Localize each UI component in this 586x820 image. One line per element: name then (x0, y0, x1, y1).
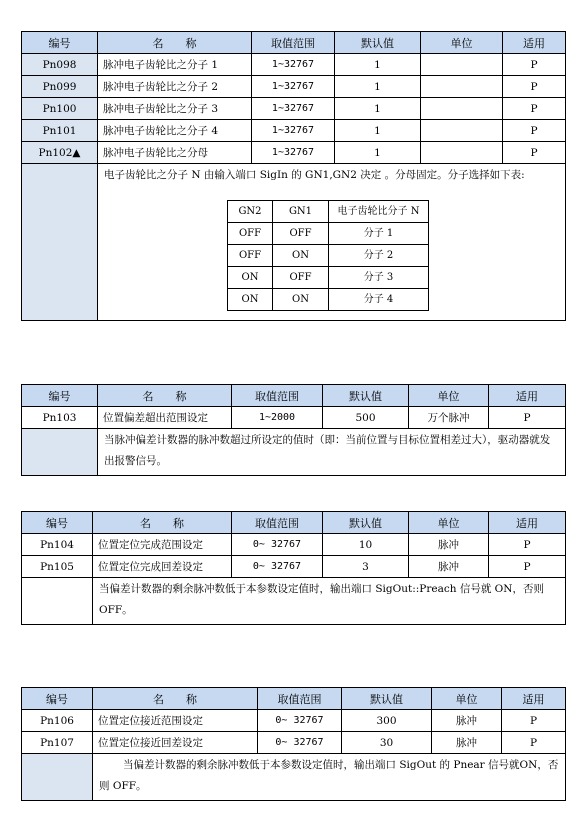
inner-cell: ON (228, 267, 273, 289)
description-text: 当脉冲偏差计数器的脉冲数超过所设定的值时（即：当前位置与目标位置相差过大），驱动器就发出报警信号。 (98, 429, 566, 476)
param-unit (421, 98, 503, 120)
header-default: 默认值 (342, 688, 432, 710)
header-range: 取值范围 (258, 688, 342, 710)
blank-cell (22, 164, 98, 321)
param-name: 位置定位完成回差设定 (93, 556, 232, 578)
table-row (22, 710, 566, 732)
inner-cell: 分子 1 (329, 223, 429, 245)
param-code: Pn100 (22, 98, 98, 120)
header-unit: 单位 (409, 512, 489, 534)
table-row (22, 76, 566, 98)
param-applies: P (503, 98, 566, 120)
param-table-pn098-pn102 (21, 31, 566, 321)
header-code: 编号 (22, 512, 93, 534)
table-header-row (22, 688, 566, 710)
param-unit: 脉冲 (409, 534, 489, 556)
table-header-row (22, 512, 566, 534)
inner-cell: ON (273, 245, 329, 267)
param-code: Pn106 (22, 710, 93, 732)
param-unit: 脉冲 (432, 732, 502, 754)
description-row (22, 578, 566, 625)
param-default: 1 (335, 54, 421, 76)
header-name: 名 称 (93, 512, 232, 534)
inner-row (228, 223, 429, 245)
param-default: 10 (323, 534, 409, 556)
table-row (22, 120, 566, 142)
param-code: Pn107 (22, 732, 93, 754)
description-row (22, 164, 566, 321)
table-row (22, 98, 566, 120)
param-unit (421, 76, 503, 98)
description-cell (98, 164, 566, 321)
param-code: Pn099 (22, 76, 98, 98)
header-code: 编号 (22, 688, 93, 710)
param-unit: 万个脉冲 (409, 407, 489, 429)
param-name: 位置定位接近回差设定 (93, 732, 258, 754)
param-code: Pn103 (22, 407, 98, 429)
inner-row (228, 267, 429, 289)
param-applies: P (489, 556, 566, 578)
header-applies: 适用 (502, 688, 566, 710)
param-name: 脉冲电子齿轮比之分子 1 (98, 54, 252, 76)
table-row (22, 556, 566, 578)
inner-cell: ON (273, 289, 329, 311)
header-name: 名 称 (98, 32, 252, 54)
param-default: 1 (335, 98, 421, 120)
blank-cell (22, 578, 93, 625)
param-default: 1 (335, 76, 421, 98)
inner-header-numerator: 电子齿轮比分子 N (329, 201, 429, 223)
header-range: 取值范围 (252, 32, 335, 54)
param-name: 位置定位接近范围设定 (93, 710, 258, 732)
header-applies: 适用 (489, 512, 566, 534)
param-range: 1~32767 (252, 54, 335, 76)
param-default: 1 (335, 120, 421, 142)
header-range: 取值范围 (232, 385, 323, 407)
inner-row (228, 289, 429, 311)
param-name: 脉冲电子齿轮比之分子 2 (98, 76, 252, 98)
param-default: 500 (323, 407, 409, 429)
param-name: 脉冲电子齿轮比之分母 (98, 142, 252, 164)
param-applies: P (503, 142, 566, 164)
param-default: 1 (335, 142, 421, 164)
param-code: Pn102▲ (22, 142, 98, 164)
header-name: 名 称 (93, 688, 258, 710)
blank-cell (22, 429, 98, 476)
header-name: 名 称 (98, 385, 232, 407)
inner-cell: OFF (228, 223, 273, 245)
blank-cell (22, 754, 93, 801)
inner-cell: ON (228, 289, 273, 311)
param-name: 脉冲电子齿轮比之分子 3 (98, 98, 252, 120)
description-text: 当偏差计数器的剩余脉冲数低于本参数设定值时，输出端口 SigOut::Preach 信号就 ON，否则 OFF。 (93, 578, 566, 625)
description-text: 电子齿轮比之分子 N 由输入端口 SigIn 的 GN1,GN2 决定 。分母固定。分子选择如下表: (104, 169, 525, 181)
inner-cell: OFF (273, 223, 329, 245)
inner-cell: OFF (228, 245, 273, 267)
param-code: Pn098 (22, 54, 98, 76)
param-range: 1~32767 (252, 98, 335, 120)
header-default: 默认值 (335, 32, 421, 54)
param-default: 30 (342, 732, 432, 754)
gear-selection-table (227, 200, 429, 311)
param-name: 位置偏差超出范围设定 (98, 407, 232, 429)
table-row (22, 142, 566, 164)
param-table-pn103 (21, 384, 566, 476)
header-applies: 适用 (489, 385, 566, 407)
param-unit (421, 142, 503, 164)
param-range: 0~ 32767 (258, 710, 342, 732)
param-applies: P (502, 732, 566, 754)
param-unit (421, 120, 503, 142)
param-applies: P (503, 54, 566, 76)
param-table-pn104-pn105 (21, 511, 566, 625)
header-default: 默认值 (323, 512, 409, 534)
inner-header-row (228, 201, 429, 223)
inner-header-gn2: GN2 (228, 201, 273, 223)
param-range: 1~32767 (252, 120, 335, 142)
inner-cell: 分子 2 (329, 245, 429, 267)
header-unit: 单位 (409, 385, 489, 407)
header-unit: 单位 (421, 32, 503, 54)
param-applies: P (503, 76, 566, 98)
table-header-row (22, 385, 566, 407)
inner-cell: OFF (273, 267, 329, 289)
param-applies: P (503, 120, 566, 142)
description-text: 当偏差计数器的剩余脉冲数低于本参数设定值时，输出端口 SigOut 的 Pnear 信号就ON，否则 OFF。 (93, 754, 566, 801)
param-range: 1~32767 (252, 76, 335, 98)
param-code: Pn105 (22, 556, 93, 578)
table-row (22, 732, 566, 754)
param-range: 1~2000 (232, 407, 323, 429)
table-row (22, 407, 566, 429)
table-header-row (22, 32, 566, 54)
param-unit: 脉冲 (409, 556, 489, 578)
header-applies: 适用 (503, 32, 566, 54)
table-row (22, 534, 566, 556)
param-default: 300 (342, 710, 432, 732)
param-range: 1~32767 (252, 142, 335, 164)
inner-row (228, 245, 429, 267)
param-table-pn106-pn107 (21, 687, 566, 801)
param-range: 0~ 32767 (232, 534, 323, 556)
param-name: 位置定位完成范围设定 (93, 534, 232, 556)
param-code: Pn104 (22, 534, 93, 556)
inner-cell: 分子 3 (329, 267, 429, 289)
param-range: 0~ 32767 (232, 556, 323, 578)
param-code: Pn101 (22, 120, 98, 142)
param-range: 0~ 32767 (258, 732, 342, 754)
header-default: 默认值 (323, 385, 409, 407)
description-row (22, 754, 566, 801)
param-unit: 脉冲 (432, 710, 502, 732)
header-code: 编号 (22, 32, 98, 54)
header-unit: 单位 (432, 688, 502, 710)
param-applies: P (489, 534, 566, 556)
table-row (22, 54, 566, 76)
param-unit (421, 54, 503, 76)
description-row (22, 429, 566, 476)
header-code: 编号 (22, 385, 98, 407)
inner-header-gn1: GN1 (273, 201, 329, 223)
param-default: 3 (323, 556, 409, 578)
header-range: 取值范围 (232, 512, 323, 534)
param-applies: P (489, 407, 566, 429)
inner-cell: 分子 4 (329, 289, 429, 311)
param-name: 脉冲电子齿轮比之分子 4 (98, 120, 252, 142)
param-applies: P (502, 710, 566, 732)
